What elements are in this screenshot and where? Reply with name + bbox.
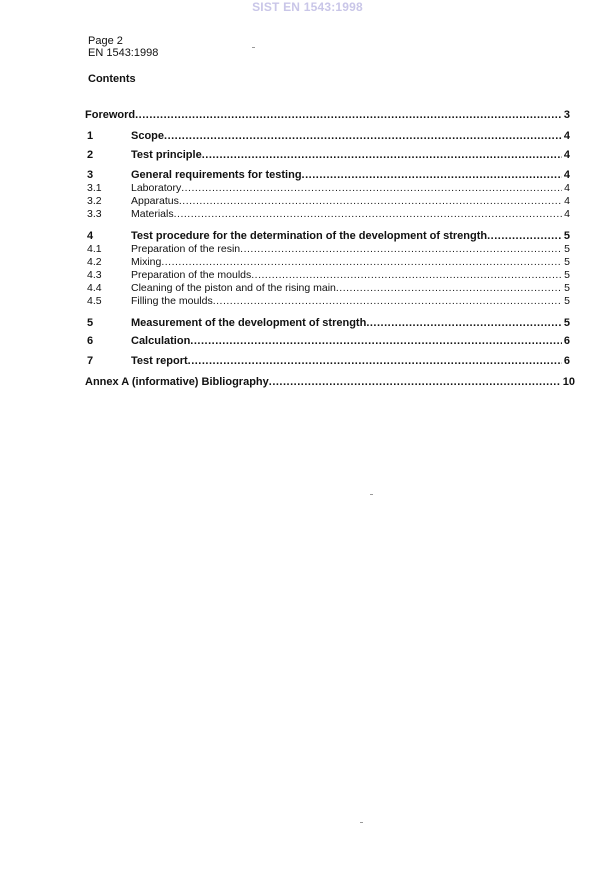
dot-leader (161, 256, 562, 269)
toc-entry-number: 3.3 (87, 208, 102, 220)
toc-entry-page: 5 (564, 295, 570, 307)
toc-entry-page: 4 (564, 182, 570, 194)
toc-entry-title: Preparation of the resin (131, 243, 241, 255)
toc-entry[interactable] (87, 355, 570, 368)
toc-entry-title: Annex A (informative) Bibliography (85, 376, 269, 388)
page-number: Page 2 (88, 35, 123, 47)
toc-entry-number: 3.1 (87, 182, 102, 194)
toc-entry-page: 3 (563, 109, 570, 121)
toc-entry-page: 5 (564, 282, 570, 294)
toc-entry-page: 4 (563, 169, 570, 181)
toc-entry[interactable] (87, 295, 570, 308)
toc-entry-title: General requirements for testing (131, 169, 302, 181)
toc-entry-title: Test report (131, 355, 188, 367)
toc-entry-page: 4 (564, 208, 570, 220)
toc-entry-number: 4.3 (87, 269, 102, 281)
toc-entry[interactable] (87, 269, 570, 282)
toc-entry-number: 1 (87, 130, 94, 142)
toc-entry-title: Cleaning of the piston and of the rising main (131, 282, 336, 294)
toc-entry[interactable] (85, 376, 575, 389)
dot-leader (190, 335, 562, 348)
dot-leader (181, 182, 562, 195)
dot-leader (164, 130, 562, 143)
toc-entry[interactable] (87, 149, 570, 162)
toc-entry[interactable] (85, 109, 570, 122)
toc-entry[interactable] (87, 208, 570, 221)
dot-leader (179, 195, 562, 208)
dot-leader (269, 376, 561, 389)
toc-entry[interactable] (87, 182, 570, 195)
toc-entry-page: 5 (563, 230, 570, 242)
toc-entry-number: 4.4 (87, 282, 102, 294)
toc-entry[interactable] (87, 256, 570, 269)
toc-entry-title: Laboratory (131, 182, 182, 194)
toc-entry-number: 7 (87, 355, 94, 367)
toc-entry-title: Measurement of the development of strength (131, 317, 367, 329)
toc-entry-number: 4 (87, 230, 94, 242)
toc-entry[interactable] (87, 243, 570, 256)
toc-entry-number: 4.2 (87, 256, 102, 268)
toc-entry-page: 6 (563, 335, 570, 347)
toc-entry-page: 5 (564, 269, 570, 281)
toc-entry-title: Test principle (131, 149, 202, 161)
toc-entry-page: 5 (563, 317, 570, 329)
toc-entry-number: 3 (87, 169, 94, 181)
toc-entry[interactable] (87, 282, 570, 295)
toc-entry-number: 5 (87, 317, 94, 329)
toc-entry-title: Materials (131, 208, 174, 220)
dot-leader (213, 295, 562, 308)
toc-entry-page: 4 (563, 130, 570, 142)
toc-entry-number: 6 (87, 335, 94, 347)
contents-heading: Contents (88, 73, 136, 85)
toc-entry-page: 10 (562, 376, 575, 388)
dot-leader (174, 208, 563, 221)
standard-id: EN 1543:1998 (88, 47, 159, 59)
dot-leader (251, 269, 562, 282)
toc-entry-page: 4 (564, 195, 570, 207)
toc-entry[interactable] (87, 169, 570, 182)
toc-entry-title: Preparation of the moulds (131, 269, 252, 281)
toc-entry[interactable] (87, 195, 570, 208)
toc-entry[interactable] (87, 130, 570, 143)
dot-leader (336, 282, 562, 295)
toc-entry-number: 4.1 (87, 243, 102, 255)
toc-entry-page: 6 (563, 355, 570, 367)
dot-leader (302, 169, 562, 182)
dot-leader (240, 243, 562, 256)
dot-leader (135, 109, 562, 122)
toc-entry-title: Apparatus (131, 195, 179, 207)
toc-entry-title: Foreword (85, 109, 136, 121)
toc-entry-title: Mixing (131, 256, 162, 268)
dot-leader (202, 149, 562, 162)
toc-entry[interactable] (87, 230, 570, 243)
toc-entry-page: 5 (564, 243, 570, 255)
toc-entry[interactable] (87, 335, 570, 348)
watermark: SIST EN 1543:1998 (252, 0, 363, 14)
toc-entry-title: Calculation (131, 335, 191, 347)
dot-leader (487, 230, 562, 243)
toc-entry-page: 5 (564, 256, 570, 268)
toc-entry-number: 4.5 (87, 295, 102, 307)
toc-entry-number: 3.2 (87, 195, 102, 207)
toc-entry-title: Scope (131, 130, 165, 142)
toc-entry-title: Filling the moulds (131, 295, 213, 307)
dot-leader (366, 317, 562, 330)
toc-entry-title: Test procedure for the determination of the development of strength (131, 230, 488, 242)
dot-leader (188, 355, 562, 368)
toc-entry-number: 2 (87, 149, 94, 161)
toc-entry[interactable] (87, 317, 570, 330)
toc-entry-page: 4 (563, 149, 570, 161)
